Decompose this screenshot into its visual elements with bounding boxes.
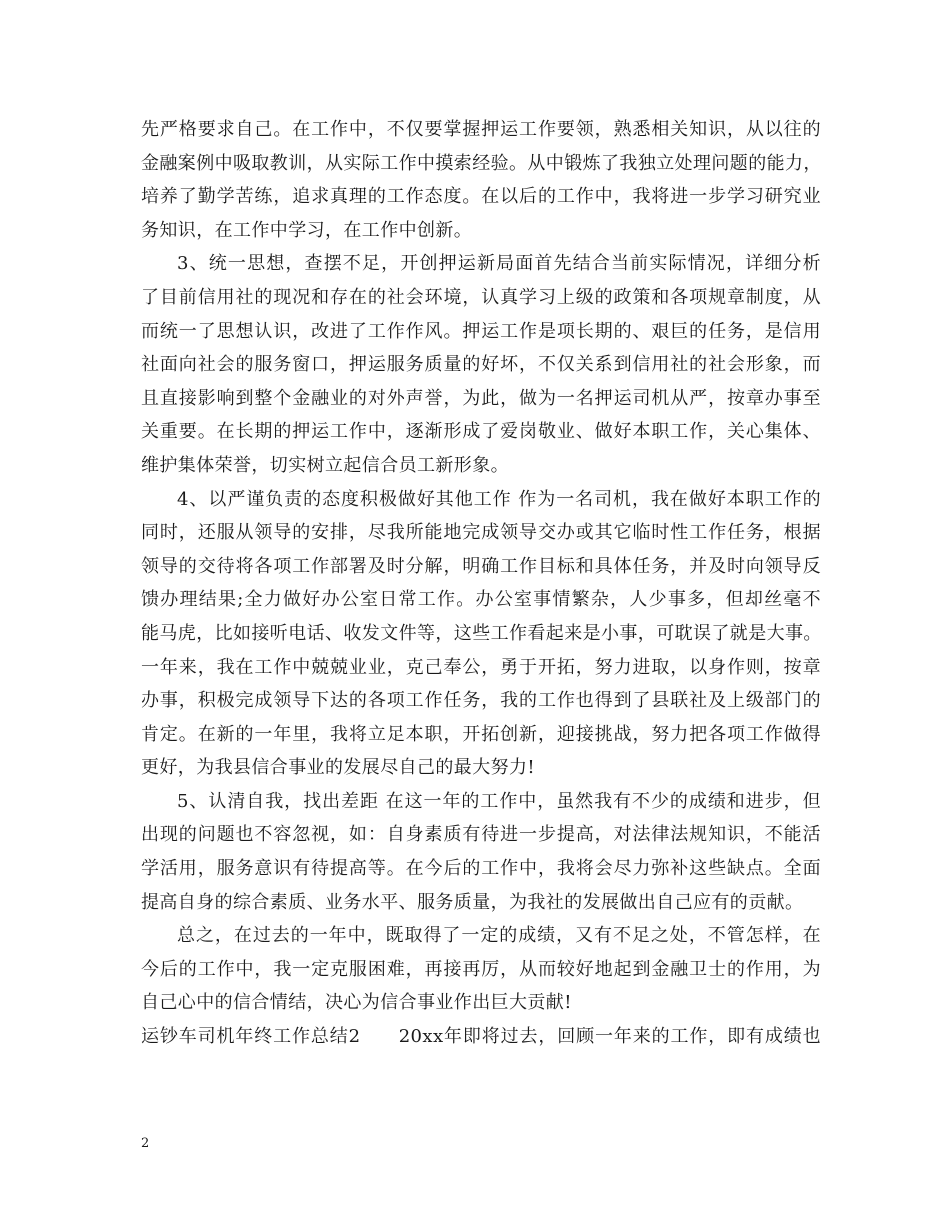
text-line: 今后的工作中，我一定克服困难，再接再厉，从而较好地起到金融卫士的作用，为 bbox=[141, 958, 821, 980]
text-line: 培养了勤学苦练，追求真理的工作态度。在以后的工作中，我将进一步学习研究业 bbox=[141, 186, 821, 208]
text-line: 办事，积极完成领导下达的各项工作任务，我的工作也得到了县联社及上级部门的 bbox=[141, 690, 821, 712]
text-line: 馈办理结果;全力做好办公室日常工作。办公室事情繁杂，人少事多，但却丝毫不 bbox=[141, 589, 821, 611]
text-line: 同时，还服从领导的安排，尽我所能地完成领导交办或其它临时性工作任务，根据 bbox=[141, 522, 821, 544]
text-line: 3、统一思想，查摆不足，开创押运新局面首先结合当前实际情况，详细分析 bbox=[177, 253, 821, 275]
text-line: 运钞车司机年终工作总结2 20xx年即将过去，回顾一年来的工作，即有成绩也 bbox=[141, 1026, 821, 1048]
text-line: 能马虎，比如接听电话、收发文件等，这些工作看起来是小事，可耽误了就是大事。 bbox=[141, 622, 822, 644]
text-line: 了目前信用社的现况和存在的社会环境，认真学习上级的政策和各项规章制度，从 bbox=[141, 286, 821, 308]
page-number: 2 bbox=[141, 1136, 150, 1151]
text-line: 自己心中的信合情结，决心为信合事业作出巨大贡献! bbox=[141, 992, 572, 1014]
text-line: 更好，为我县信合事业的发展尽自己的最大努力! bbox=[141, 757, 536, 779]
body-text bbox=[141, 113, 821, 1054]
text-line: 学活用，服务意识有待提高等。在今后的工作中，我将会尽力弥补这些缺点。全面 bbox=[141, 858, 821, 880]
text-line: 5、认清自我，找出差距 在这一年的工作中，虽然我有不少的成绩和进步，但 bbox=[177, 790, 821, 812]
text-line: 而统一了思想认识，改进了工作作风。押运工作是项长期的、艰巨的任务，是信用 bbox=[141, 320, 821, 342]
text-line: 维护集体荣誉，切实树立起信合员工新形象。 bbox=[141, 454, 509, 476]
text-line: 提高自身的综合素质、业务水平、服务质量，为我社的发展做出自己应有的贡献。 bbox=[141, 891, 804, 913]
text-line: 务知识，在工作中学习，在工作中创新。 bbox=[141, 219, 473, 241]
text-line: 领导的交待将各项工作部署及时分解，明确工作目标和具体任务，并及时向领导反 bbox=[141, 555, 821, 577]
text-line: 总之，在过去的一年中，既取得了一定的成绩，又有不足之处，不管怎样，在 bbox=[177, 925, 821, 947]
text-line: 金融案例中吸取教训，从实际工作中摸索经验。从中锻炼了我独立处理问题的能力， bbox=[141, 152, 822, 174]
text-line: 先严格要求自己。在工作中，不仅要掌握押运工作要领，熟悉相关知识，从以往的 bbox=[141, 119, 821, 140]
text-line: 社面向社会的服务窗口，押运服务质量的好坏，不仅关系到信用社的社会形象，而 bbox=[141, 354, 821, 376]
text-line: 出现的问题也不容忽视，如：自身素质有待进一步提高，对法律法规知识，不能活 bbox=[141, 824, 821, 846]
text-line: 关重要。在长期的押运工作中，逐渐形成了爱岗敬业、做好本职工作，关心集体、 bbox=[141, 421, 821, 443]
text-line: 肯定。在新的一年里，我将立足本职，开拓创新，迎接挑战，努力把各项工作做得 bbox=[141, 723, 821, 745]
text-line: 且直接影响到整个金融业的对外声誉，为此，做为一名押运司机从严，按章办事至 bbox=[141, 387, 821, 409]
text-line: 4、以严谨负责的态度积极做好其他工作 作为一名司机，我在做好本职工作的 bbox=[177, 488, 821, 510]
text-line: 一年来，我在工作中兢兢业业，克己奉公，勇于开拓，努力进取，以身作则，按章 bbox=[141, 656, 821, 678]
